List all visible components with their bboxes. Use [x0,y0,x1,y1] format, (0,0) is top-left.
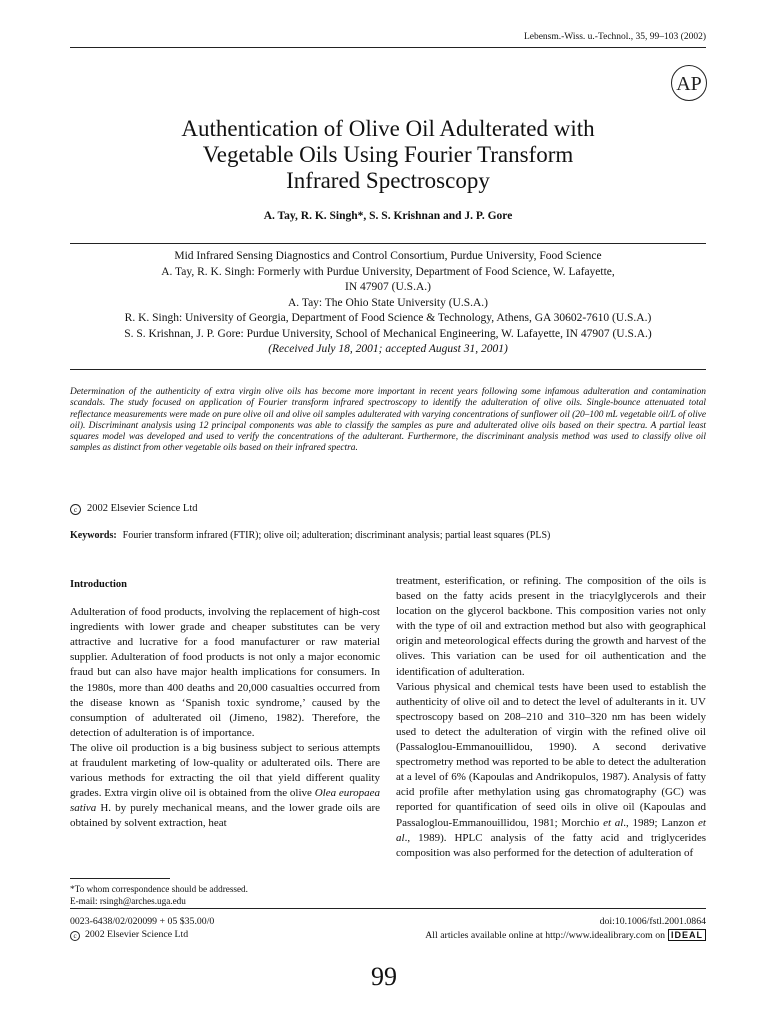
footer-copyright: c 2002 Elsevier Science Ltd [70,929,214,942]
doi-block [425,916,706,942]
abstract: Determination of the authenticity of extra virgin olive oils has become more important in recent years following some infamous adulteration and contamination scandals. The study focused on application of Fourier transform infrared spectroscopy to identify the adulteration of olive oils. Single-bounce attenuated total reflectance measurements were made on pure olive oil and olive oil samples adulterated with varying concentrations of sunflower oil (20–100 mL vegetable oil/L of olive oil). Discriminant analysis using 12 principal components was able to classify the samples as pure and adulterated olive oils based on their spectra. A partial least squares model was developed and used to verify the concentrations of the adulterant. Furthermore, the discriminant analysis method was used to classify olive oil samples as distinct from other vegetable oils based on their infrared spectra. [70,387,706,454]
top-rule [70,47,706,48]
affiliation-line: Mid Infrared Sensing Diagnostics and Control Consortium, Purdue University, Food Science [174,250,602,262]
page-number: 99 [371,962,397,991]
footnote-rule [70,878,170,879]
issn: 0023-6438/02/020099 + 05 $35.00/0 [70,916,215,927]
copyright-text: 2002 Elsevier Science Ltd [87,503,198,514]
doi: doi:10.1006/fstl.2001.0864 [599,916,706,927]
keywords-text: Fourier transform infrared (FTIR); olive oil; adulteration; discriminant analysis; partial least squares (PLS) [122,530,551,541]
paragraph: Adulteration of food products, involving the replacement of high-cost ingredients with lower grade and cheaper substitutes can be very attractive and lucrative for a food manufacturer or raw material supplier. Adulteration of food products is not only a major economic fraud but can also have major health implications for consumers. In the 1980s, more than 400 deaths and 20,000 casualties occurred from the disease known as ‘Spanish toxic syndrome,’ caused by the consumption of adulterated oil (Jimeno, 1982). Therefore, the detection of adulteration is of importance. [70,606,380,739]
copyright-symbol: c [70,931,80,941]
footer-rule [70,908,706,909]
footnote-line: *To whom correspondence should be addressed. [70,884,248,894]
footnote-email: E-mail: rsingh@arches.uga.edu [70,895,186,906]
ap-publisher-logo [670,64,708,102]
divider-rule [70,369,706,370]
footnote [70,884,248,907]
keywords [70,530,550,541]
divider-rule [70,243,706,244]
copyright-symbol: c [70,504,81,515]
authors: A. Tay, R. K. Singh*, S. S. Krishnan and J. P. Gore [263,210,513,222]
title-line: Infrared Spectroscopy [286,168,490,193]
title-line: Authentication of Olive Oil Adulterated with [181,116,595,141]
journal-reference: Lebensm.-Wiss. u.-Technol., 35, 99–103 (2002) [523,32,706,42]
issn-block [70,916,214,941]
online-availability: All articles available online at http://www.idealibrary.com on IDEAL [425,929,706,943]
affiliations [70,249,706,358]
paragraph: Various physical and chemical tests have been used to establish the authenticity of olive oil and to detect the level of adulterants in it. UV spectroscopy based on 208–210 and 310–320 nm has been widely used to detect the adulteration of virgin with the refined olive oil (Passaloglou-Emmanouillidou, 1990). A second derivative spectrometry method was reported to be able to detect the adulteration at a level of 6% (Kapoulas and Andrikopulos, 1987). Analysis of fatty acid profile after methylation using gas chromatography (GC) was reported for quantification of seed oils in olive oil (Kapoulas and Passaloglou-Emmanouillidou, 1981; Morchio et al., 1989; Lanzon et al., 1989). HPLC analysis of the fatty acid and triglycerides composition was also performed for the detection of adulteration of [396,680,706,859]
paragraph: The olive oil production is a big business subject to serious attempts at fraudulent marketing of low-quality or adulterated oils. There are various methods for extracting the oil that yield different quality grades. Extra virgin olive oil is obtained from the olive Olea europaea sativa H. by purely mechanical means, and the lower grade oils are obtained by solvent extraction, heat [70,741,380,830]
ideal-logo: IDEAL [668,929,706,941]
affiliation-line: A. Tay: The Ohio State University (U.S.A.) [288,296,488,309]
affiliation-line: IN 47907 (U.S.A.) [345,281,431,293]
affiliation-line: S. S. Krishnan, J. P. Gore: Purdue University, School of Mechanical Engineering, W. Lafayette, IN 47907 (U.S.A.) [124,327,652,340]
section-heading: Introduction [70,579,127,590]
title-line: Vegetable Oils Using Fourier Transform [202,142,574,167]
affiliation-line: R. K. Singh: University of Georgia, Department of Food Science & Technology, Athens, GA 30602-7610 (U.S.A.) [124,312,652,324]
copyright-line [70,503,198,515]
affiliation-line: A. Tay, R. K. Singh: Formerly with Purdue University, Department of Food Science, W. Lafayette, [161,265,615,278]
paragraph: treatment, esterification, or refining. The composition of the oils is based on the fatty acids present in the triacylglycerols and their location on the glycerol backbone. This composition varies not only with the type of oil and extraction method but also with geographical origin and meteorological effects during the growth and harvest of the olives. This variation can be used for oil authentication and the identification of adulteration. [396,575,706,678]
article-title [70,116,706,194]
received-dates: (Received July 18, 2001; accepted August 31, 2001) [268,343,508,355]
species-name: Olea europaea sativa [70,787,380,815]
keywords-label: Keywords: [70,530,117,541]
right-column [396,574,706,861]
ap-logo-text: AP [676,73,702,95]
left-column [70,577,380,832]
